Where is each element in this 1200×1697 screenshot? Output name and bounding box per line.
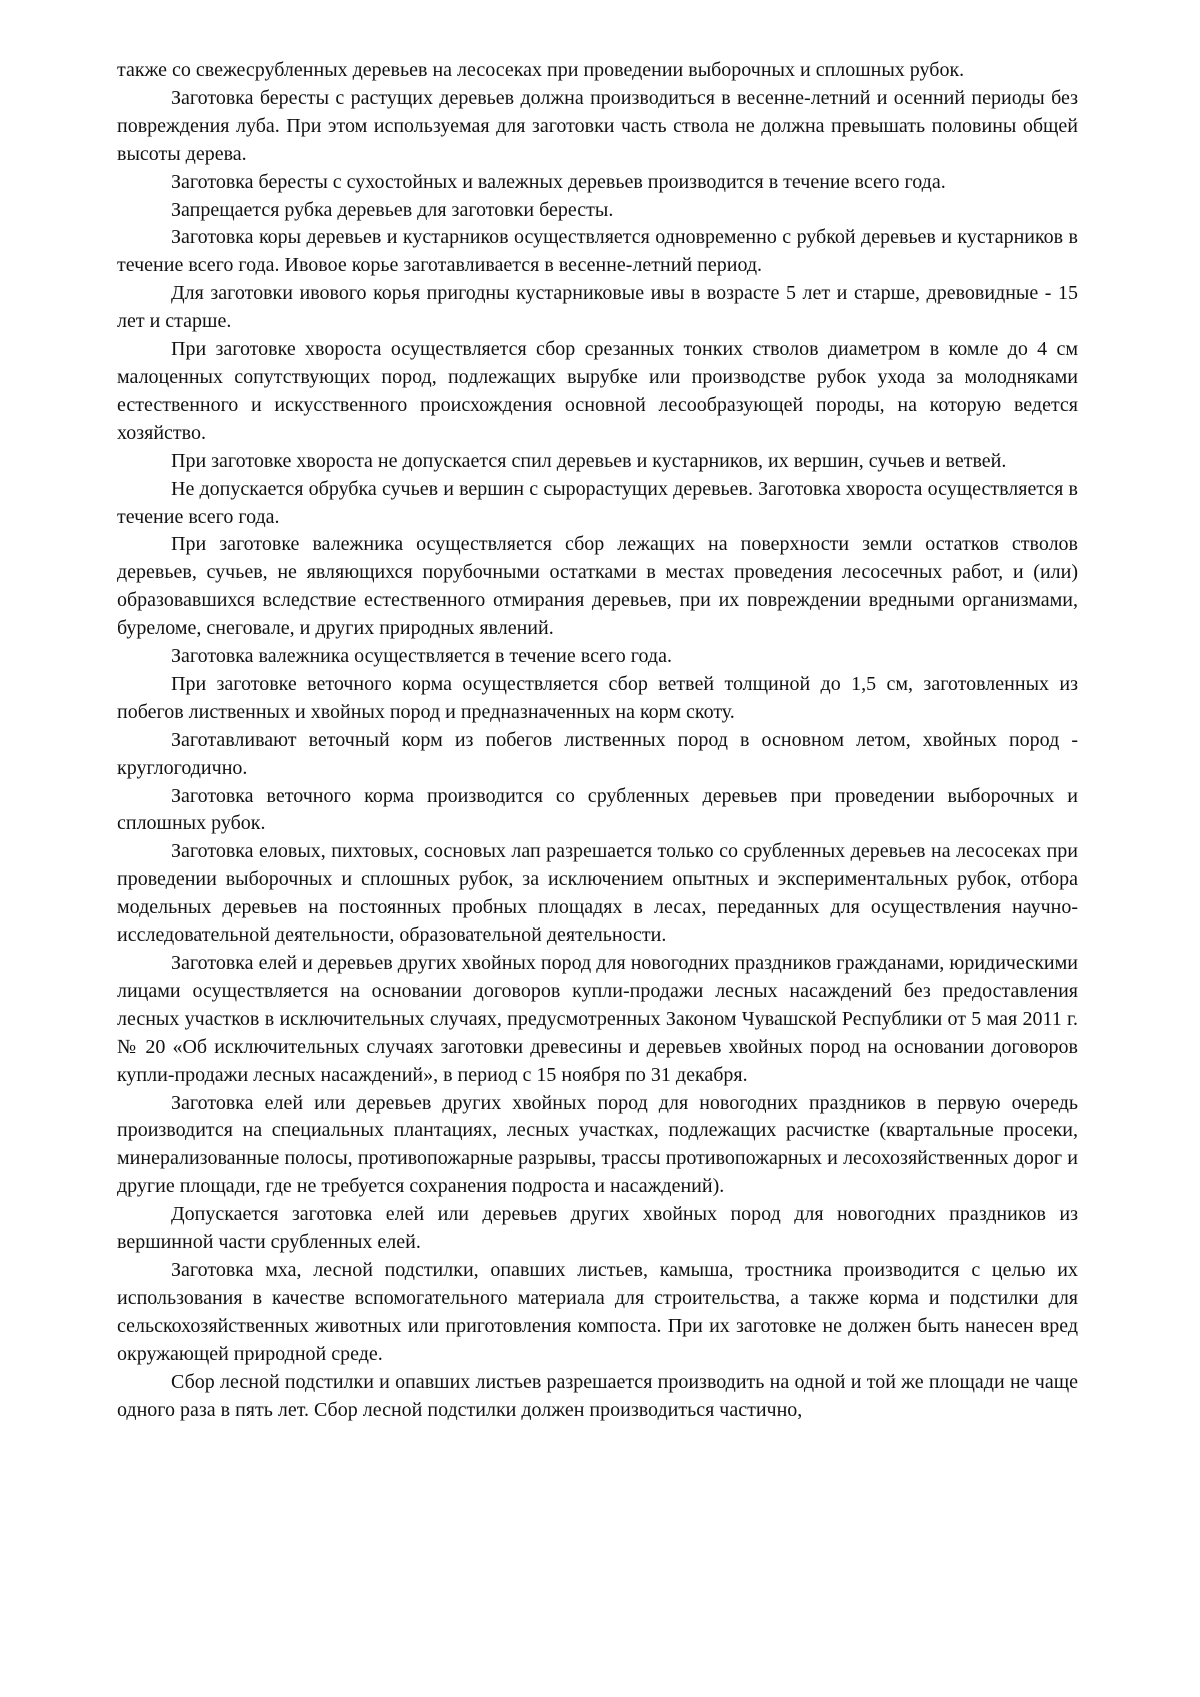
- paragraph-birch-bark-living-trees: Заготовка бересты с растущих деревьев должна производиться в весенне-летний и осенний периоды без повреждения луба. При этом используемая для заготовки часть ствола не должна превышать половины общей высоты дерева.: [117, 86, 1078, 165]
- paragraph-continuation: также со свежесрубленных деревьев на лесосеках при проведении выборочных и сплошных рубок.: [117, 59, 965, 81]
- paragraph-brushwood-branches: Не допускается обрубка сучьев и вершин с сырорастущих деревьев. Заготовка хвороста осуществляется в течение всего года.: [117, 477, 1078, 528]
- paragraph-new-year-trees-law: Заготовка елей и деревьев других хвойных пород для новогодних праздников гражданами, юридическими лицами осуществляется на основании договоров купли-продажи лесных насаждений без предоставления лесных участков в исключительных случаях, предусмотренных Законом Чувашской Республики от 5 мая 2011 г. № 20 «Об исключительных случаях заготовки древесины и деревьев хвойных пород на основании договоров купли-продажи лесных насаждений», в период с 15 ноября по 31 декабря.: [117, 952, 1078, 1086]
- paragraph-deadwood-collection: При заготовке валежника осуществляется сбор лежащих на поверхности земли остатков стволов деревьев, сучьев, не являющихся порубочными остатками в местах проведения лесосечных работ, и (или) образовавшихся вследствие естественного отмирания деревьев, при их повреждении вредными организмами, буреломе, снеговале, и других природных явлений.: [117, 533, 1078, 640]
- paragraph-twig-fodder-season: Заготавливают веточный корм из побегов лиственных пород в основном летом, хвойных пород - круглогодично.: [117, 728, 1078, 779]
- paragraph-birch-bark-dead-trees: Заготовка бересты с сухостойных и валежных деревьев производится в течение всего года.: [171, 170, 946, 193]
- paragraph-deadwood-season: Заготовка валежника осуществляется в течение всего года.: [171, 645, 672, 668]
- paragraph-bark-harvesting: Заготовка коры деревьев и кустарников осуществляется одновременно с рубкой деревьев и кустарников в течение всего года. Ивовое корье заготавливается в весенне-летний период.: [117, 226, 1078, 277]
- paragraph-moss-litter: Заготовка мха, лесной подстилки, опавших листьев, камыша, тростника производится с целью их использования в качестве вспомогательного материала для строительства, а также корма и подстилки для сельскохозяйственных животных или приготовления компоста. При их заготовке не должен быть нанесен вред окружающей природной среде.: [117, 1258, 1078, 1365]
- document-body: [117, 57, 1078, 1424]
- paragraph-twig-fodder-source: Заготовка веточного корма производится со срубленных деревьев при проведении выборочных и сплошных рубок.: [117, 784, 1078, 835]
- paragraph-willow-bark: Для заготовки ивового корья пригодны кустарниковые ивы в возрасте 5 лет и старше, древовидные - 15 лет и старше.: [117, 282, 1078, 333]
- paragraph-twig-fodder: При заготовке веточного корма осуществляется сбор ветвей толщиной до 1,5 см, заготовленных из побегов лиственных и хвойных пород и предназначенных на корм скоту.: [117, 672, 1078, 723]
- paragraph-litter-frequency: Сбор лесной подстилки и опавших листьев разрешается производить на одной и той же площади не чаще одного раза в пять лет. Сбор лесной подстилки должен производиться частично,: [117, 1370, 1078, 1421]
- paragraph-new-year-trees-plantations: Заготовка елей или деревьев других хвойных пород для новогодних праздников в первую очередь производится на специальных плантациях, лесных участках, подлежащих расчистке (квартальные просеки, минерализованные полосы, противопожарные разрывы, трассы противопожарных и лесохозяйственных дорог и другие площади, где не требуется сохранения подроста и насаждений).: [117, 1091, 1078, 1198]
- paragraph-conifer-paws: Заготовка еловых, пихтовых, сосновых лап разрешается только со срубленных деревьев на лесосеках при проведении выборочных и сплошных рубок, за исключением опытных и экспериментальных рубок, отбора модельных деревьев на постоянных пробных площадях в лесах, переданных для осуществления научно-исследовательной деятельности, образовательной деятельности.: [117, 840, 1078, 947]
- paragraph-brushwood-restrictions: При заготовке хвороста не допускается спил деревьев и кустарников, их вершин, сучьев и ветвей.: [171, 449, 1007, 472]
- paragraph-felling-prohibited: Запрещается рубка деревьев для заготовки бересты.: [171, 198, 614, 221]
- paragraph-new-year-trees-tops: Допускается заготовка елей или деревьев других хвойных пород для новогодних праздников из вершинной части срубленных елей.: [117, 1203, 1078, 1254]
- paragraph-brushwood-collection: При заготовке хвороста осуществляется сбор срезанных тонких стволов диаметром в комле до 4 см малоценных сопутствующих пород, подлежащих вырубке или производстве рубок ухода за молодняками естественного и искусственного происхождения основной лесообразующей породы, на которую ведется хозяйство.: [117, 338, 1078, 444]
